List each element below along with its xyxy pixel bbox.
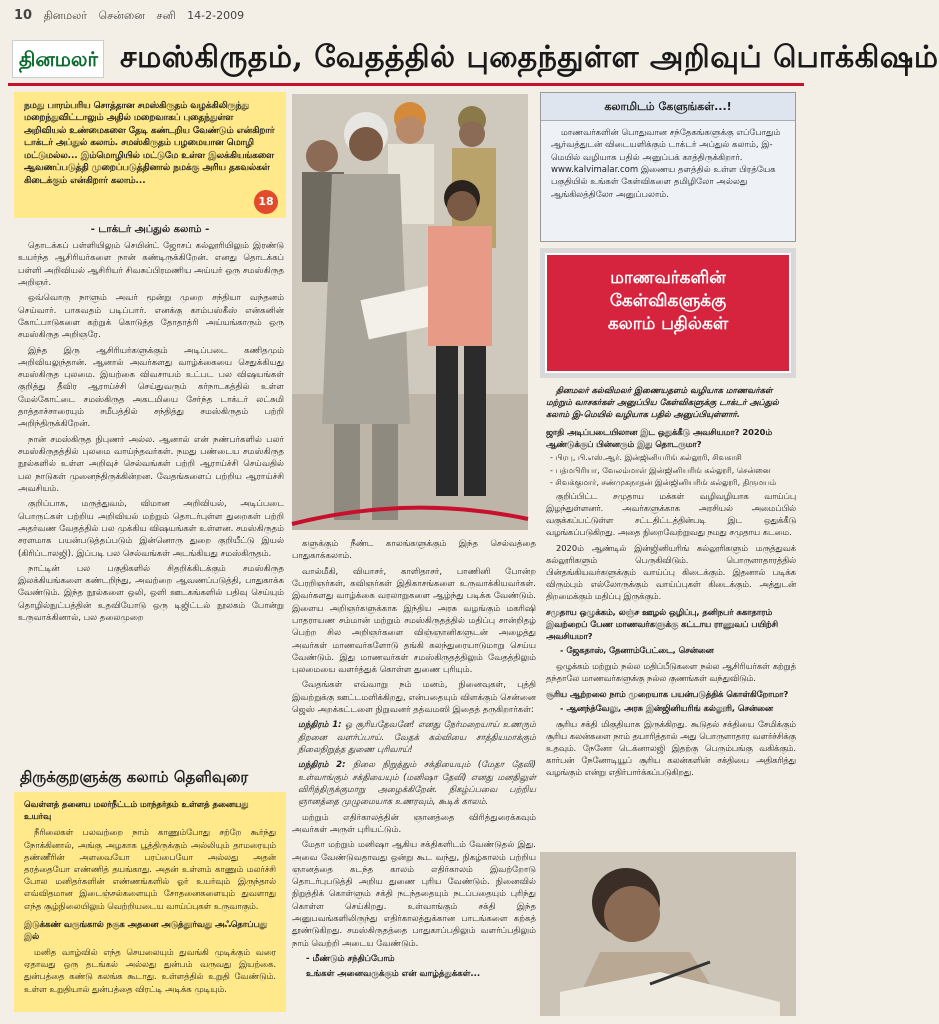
- mantra-1: [292, 719, 536, 756]
- main-headline: சமஸ்கிருதம், வேதத்தில் புதைந்துள்ள அறிவுப் பொக்கிஷம்: [120, 40, 939, 75]
- banner-inner: [545, 253, 791, 373]
- questioner-1: - பிரபு, பி.எஸ்.ஆர். இன்ஜினியரிங் கல்லூரி, சிவகாசி: [550, 453, 742, 463]
- paragraph: தொடக்கப் பள்ளியிலும் செயின்ட் ஜோசப் கல்லூரியிலும் இரண்டு உயர்ந்த ஆசிரியர்களை நான் கண்டிருக்கிறேன். எனது தொடக்கப் பள்ளி அறிவியல் ஆசிரியர் சிவசுப்பிரமணிய அய்யர் ஒரு சமஸ்கிருத அறிஞர்.: [18, 241, 284, 288]
- ask-kalam-text: மாணவர்களின் பொதுவான சந்தேகங்களுக்கு எப்போதும் ஆர்வத்துடன் விடையளிக்கும் டாக்டர் அப்துல் கலாம், இ-மெயில் வழியாக பதில் அனுப்பக் காத்திருக்கிறார். www.kalvimalar.com இணைய தளத்தில் உள்ள பிரத்யேக பகுதியில் உங்கள் கேள்விகளை தமிழிலோ அல்லது ஆங்கிலத்திலோ அனுப்பலாம்.: [551, 128, 781, 200]
- article-body-left: [18, 240, 284, 755]
- weekday: சனி: [156, 9, 176, 22]
- questioner-3: - சிவக்குமார், சண்முகநாதன் இன்ஜினியரிங் கல்லூரி, திருமயம்: [550, 478, 777, 488]
- dinamalar-logo: [12, 40, 104, 78]
- photo-illustration: [540, 852, 796, 1016]
- paragraph: மற்றும் எதிர்காலத்தின் ஞானத்தை விரித்துரைக்கவும் அவர்கள் அருள் புரியட்டும்.: [292, 812, 536, 835]
- answer-1b: 2020ம் ஆண்டில் இன்ஜினியரிங் கல்லூரிகளும் மருத்துவக் கல்லூரிகளும் பெருகிவிடும். பொருளாதாரத்தில் பின்தங்கியவர்களுக்கும் வாய்ப்பு கிடைக்கும். இதனால் படிக்க விரும்பும் எல்லோருக்கும் வாய்ப்புகள் கிடைக்கும். அத்துடன் திறமைக்கும் மதிப்பு இருக்கும்.: [546, 542, 796, 601]
- page-number: 10: [14, 8, 33, 23]
- paragraph: நாட்டின் பல பகுதிகளில் சிதறிக்கிடக்கும் சமஸ்கிருத இலக்கியங்களை கண்டறிந்து, அவற்றை ஆவணப்படுத்தி, பாதுகாக்க வேண்டும். இந்த நூல்களை ஒலி, ஒளி ஊடகங்களில் பதிவு செய்யும் தொழில்நுட்பத்தின் உதவியோடு ஒரு டிஜிட்டல் நூலகம் போன்று உருவாக்கினால், பல தலைமுறை: [18, 563, 284, 624]
- ask-kalam-header: கலாமிடம் கேளுங்கள்...!: [541, 93, 795, 121]
- mantra-2-text: நிலை நிறுத்தும் சக்தியையும் (மேதா தேவி) உள்வாங்கும் சக்தியையும் (மனிஷா தேவி) எனது மனதிலுள் விரிந்திருக்குமாறு அழைக்கிறேன். நிகழ்ப்பவை பற்றிய ஞானத்தை முழுமையாக உணரவும், கூடிக் காலம்.: [298, 760, 536, 808]
- continued-note: - மீண்டும் சந்திப்போம்: [306, 954, 395, 964]
- answer-2: ஒழுக்கம் மற்றும் நல்ல மதிப்பீடுகளை நல்ல ஆசிரியர்கள் கற்றுத் தந்தாலே மாணவர்களுக்கு நல்ல குணங்கள் வந்துவிடும்.: [546, 661, 796, 684]
- masthead: [8, 30, 939, 86]
- episode-badge: 18: [254, 190, 278, 214]
- mantra-2: [292, 759, 536, 808]
- paragraph: ஒவ்வொரு நாளும் அவர் மூன்று முறை சந்தியா வந்தனம் செய்வார். பாகவதம் படிப்பார். எனக்கு காம்பஸ்கீஸ் என்கனின் கோட்பாடுகளை கற்றுக் கொடுத்த தோதாத்ரி அய்யங்காரும் ஒரு சமஸ்கிருத அறிஞரே.: [18, 293, 284, 341]
- edition-city: சென்னை: [98, 9, 145, 22]
- paragraph: களுக்கும் நீண்ட காலங்களுக்கும் இந்த செல்வத்தை பாதுகாக்கலாம்.: [292, 539, 536, 562]
- qa-section: [546, 384, 796, 846]
- questioner-2: - பத்மபிரியா, வேலம்மாள் இன்ஜினியரிங் கல்லூரி, சென்னை: [550, 465, 771, 475]
- question-2: சமுதாய ஒழுக்கம், லஞ்ச ஊழல் ஒழிப்பு, தனிநபர் சுகாதாரம் இவற்றைப் பேண மாணவர்களுக்கு கட்டாய ராணுவப் பயிற்சி அவசியமா?: [546, 607, 779, 642]
- paragraph: இந்த இரு ஆசிரியர்களுக்கும் அடிப்படை கணிதமும் அறிவியலுந்தான். ஆனால் அவர்களது வாழ்க்கையை செதுக்கியது சமஸ்கிருத புலமை. இயற்கை விவசாயம் உட்பட பல விஷயங்கள் குறித்து தீவிர ஆராய்ச்சி செய்துவரும் கர்நாடகத்தில் உள்ள மேல்கோட்டை சமஸ்கிருத அகடமியை சேர்ந்த டாக்டர் லட்சுமி தாத்தாச்சாரையும் சமீபத்தில் சந்தித்து சமஸ்கிருதம் பற்றி அறிந்திருக்கிறேன்.: [18, 345, 284, 430]
- byline: - டாக்டர் அப்துல் கலாம் -: [90, 224, 210, 235]
- article-body-middle: [292, 538, 536, 1012]
- banner-line-3: கலாம் பதில்கள்: [607, 313, 729, 334]
- paragraph: வேதங்கள் எவ்வாறு நம் மனம், நினைவுகள், புத்தி இவற்றுக்கு ஊட்டமளிக்கிறது, என்பதையும் விளக்கும் சென்னை ஜெஸ் அறக்கட்டளை நிறுவனர் தத்வமஸி இதைத் தருகிறார்கள்:: [292, 680, 536, 716]
- mantra-2-label: மந்திரம் 2:: [298, 760, 346, 771]
- banner-line-2: கேள்விகளுக்கு: [609, 290, 727, 311]
- logo-text: தினமலர்: [19, 47, 98, 71]
- student-writing-photo: [540, 852, 796, 1016]
- mantra-1-text: ஓ சூரியதேவனே! எனது நேர்மறையாய் உணரும் திறனை வளர்ப்பாய். வேதக் கல்வியை சாத்தியமாக்கும் நிலைநிறுத்த துணை புரிவாய்!: [298, 720, 537, 755]
- questioner-4: - ஜேகதாஸ், தேனாம்பேட்டை, சென்னை: [560, 645, 714, 656]
- question-1: ஜாதி அடிப்படையிலான இட ஒதுக்கீடு அவசியமா? 2020ம் ஆண்டுக்குப் பின்னரும் இது தொடருமா?: [546, 427, 773, 450]
- paragraph: நான் சமஸ்கிருத நிபுணர் அல்ல. ஆனால் என் நண்பர்களில் பலர் சமஸ்கிருதத்தில் புலமை வாய்ந்தவர்கள். நமது பண்டைய சமஸ்கிருத நூல்களில் உள்ள அறிவுச் செல்வங்கள் பற்றி ஆராய்ச்சி செய்வதில் பல நாடுகள் முனைந்திருக்கின்றன. வேதங்களைப் பற்றிய ஆராய்ச்சி அவசியம்.: [18, 434, 284, 494]
- answer-1a: குறிப்பிட்ட சமுதாய மக்கள் வழிவழியாக வாய்ப்பு இழந்துள்ளனர். அவர்களுக்காக அரசியல் அமைப்பில் வகுக்கப்பட்டுள்ள சட்டதிட்டத்தின்படி இட ஒதுக்கீடு வழங்கப்படுகிறது. அதை நிறைவேற்றுவது நமது சமுதாய கடமை.: [546, 490, 796, 537]
- intro-text: நமது பாரம்பரிய சொத்தான சமஸ்கிருதம் வழக்கிலிருந்து மறைந்துவிட்டாலும் அதில் மறைவாகப் புதைந்துள்ள அறிவியல் உண்மைகளை தேடி கண்டறிய வேண்டும் என்கிறார் டாக்டர் அப்துல் கலாம். சமஸ்கிருதம் பழமையான மொழி மட்டுமல்ல... இம்மொழியில் மட்டுமே உள்ள இலக்கியங்களை ஆவணப்படுத்தி முறைப்படுத்தினால் நமக்கு அரிய தகவல்கள் கிடைக்கும் என்கிறார் கலாம்...: [24, 101, 275, 186]
- issue-date: 14-2-2009: [187, 9, 245, 22]
- paragraph: குறிப்பாக, மருத்துவம், விமான அறிவியல், அடிப்படை பொருட்கள் பற்றிய அறிவியல் மற்றும் தொடர்புள்ள துறைகள் பற்றி அதர்வண வேதத்தில் பல முக்கிய விஷயங்கள் உள்ளன. சமஸ்கிருதம் சரளமாக பயன்படுத்தப்படும் இன்னொரு துறை குறியீட்டு இயல் (கிரிப்டாலஜி). இப்படி பல செல்வங்கள் அடங்கியது சமஸ்கிருதம்.: [18, 499, 284, 559]
- thirukkural-heading: திருக்குறளுக்கு கலாம் தெளிவுரை: [20, 768, 249, 786]
- kural-2: இடுக்கண் வருங்கால் நகுக அதனை அடுத்தூர்வது அஃதொப்பது இல்: [24, 918, 267, 941]
- intro-box: [14, 92, 286, 218]
- paragraph: மேதா மற்றும் மனிஷா ஆகிய சக்திகளிடம் வேண்டுதல் இது. அவை வேண்டுவதாவது ஒன்று கூட வந்து, நிகழ்காலம் பற்றிய ஞானத்தை கடந்த காலம் எதிர்காலம் இவற்றோடு தொடர்புபடுத்தி அறிய துணை புரிய வேண்டும். நினைவில் நிறுத்திக் கொள்ளும் சக்தி நடந்ததையும் நடப்பதையும் புரிந்து கொள்ள செய்கிறது. உள்வாங்கும் சக்தி இந்த அனுபவங்களிலிருந்து எதிர்காலத்துக்கான பாடங்களை கற்கத் தூண்டுகிறது. சமஸ்கிருதத்தை பாதுகாப்பதிலும் வளர்ப்பதிலும் நாம் வெற்றி அடைய வேண்டும்.: [292, 840, 536, 949]
- paragraph: வால்மீகி, வியாசர், காளிதாசர், பாணினி போன்ற பேரறிஞர்கள், கவிஞர்கள் இதிகாசங்களை உருவாக்கியவர்கள். இவர்களது வாழ்க்கை வரலாறுகளை ஆழ்ந்து படிக்க வேண்டும். இளைய அறிஞர்களுக்காக இந்திய அரசு வழங்கும் மகரிஷி பாதராயண சம்மான் மற்றும் சமஸ்கிருதத்தில் மதிப்பு சான்றிதழ் பெற்ற சில அறிஞர்களை விஞ்ஞானிகளுடன் அழைத்து அவர்கள் மாணவர்களோடு தங்கி கலந்துரையாடுமாறு செய்ய வேண்டும். இது மாணவர்கள் சமஸ்கிருதத்திலும் வேதத்திலும் புலமையை வளர்த்துக் கொள்ள துணை புரியும்.: [292, 566, 536, 676]
- kural-1: வெள்ளத் தனைய மலர்நீட்டம் மாந்தர்தம் உள்ளத் தனையது உயர்வு: [24, 799, 249, 822]
- kalam-with-student-photo: [292, 94, 528, 530]
- kural-1-explanation: நீரிலைகள் பலவற்றை நாம் காணும்போது சற்றே கூர்ந்து நோக்கினால், அங்கு அழகாக பூத்திருக்கும் அல்லியும் தாமரையும் தண்ணீரின் அளவையோ பரப்பையோ அல்லது அதன் தரத்தையோ எண்ணித் தயங்காது. அதன் உள்ளம் காணும் மலர்ச்சி போல மனிதர்களின் எண்ணங்களில் ஓர் உயர்வும் இருந்தால் எவ்விதமான இடைஞ்சல்களையும் சோதனைகளையும் துவளாது எந்த சூழ்நிலையிலும் வெற்றியடைய வாய்ப்புகள் உருவாகும்.: [24, 827, 276, 911]
- paper-name: தினமலர்: [43, 9, 88, 22]
- closing-wish: உங்கள் அனைவருக்கும் என் வாழ்த்துக்கள்...: [306, 969, 481, 980]
- banner-line-1: மாணவர்களின்: [610, 268, 726, 288]
- qa-intro: தினமலர் கல்விமலர் இணையதளம் வழியாக மாணவர்கள் மற்றும் வாசகர்கள் அனுப்பிய கேள்விகளுக்கு டாக்டர் அப்துல் கலாம் இ-மெயில் வழியாக பதில் அனுப்பியுள்ளார்.: [546, 385, 779, 420]
- questioner-5: - ஆனந்த்வேலு, அரசு இன்ஜினியரிங் கல்லூரி, சென்னை: [560, 703, 773, 714]
- ask-kalam-box: [540, 92, 796, 242]
- answer-3: சூரிய சக்தி மிகுதியாக இருக்கிறது. கூடுதல் சக்தியை சேமிக்கும் சூரிய கலன்களை நாம் தயாரித்தால் அது பொருளாதார வளர்ச்சிக்கு உதவும். நேனோ டெக்னாலஜி இதற்கு பெரும்பங்கு வகிக்கும். கார்பன் நேனோடியூப் சூரிய கலன்களின் சக்தியை அதிகரித்து வழங்கும் என்று எதிர்பார்க்கப்படுகிறது.: [546, 719, 796, 778]
- question-3: சூரிய ஆற்றலை நாம் முறையாக பயன்படுத்திக் கொள்கிறோமா?: [546, 689, 789, 700]
- kural-2-explanation: மனித வாழ்வில் எந்த செயலையும் துவங்கி முடிக்கும் வரை ஏதாவது ஒரு தடங்கல் அல்லது துன்பம் வருவது இயற்கை. துன்பத்தை கண்டு கலங்க கூடாது. உள்ளத்தில் உறுதி வேண்டும். உள்ள உறுதியால் துன்பத்தை விரட்டி அடிக்க முடியும்.: [24, 947, 276, 994]
- mantra-1-label: மந்திரம் 1:: [298, 720, 342, 731]
- photo-illustration: [292, 94, 528, 530]
- page-info-strip: [14, 8, 794, 26]
- kalam-answers-banner: [540, 248, 796, 378]
- left-column: [14, 92, 286, 1012]
- thirukkural-box: [14, 792, 286, 1012]
